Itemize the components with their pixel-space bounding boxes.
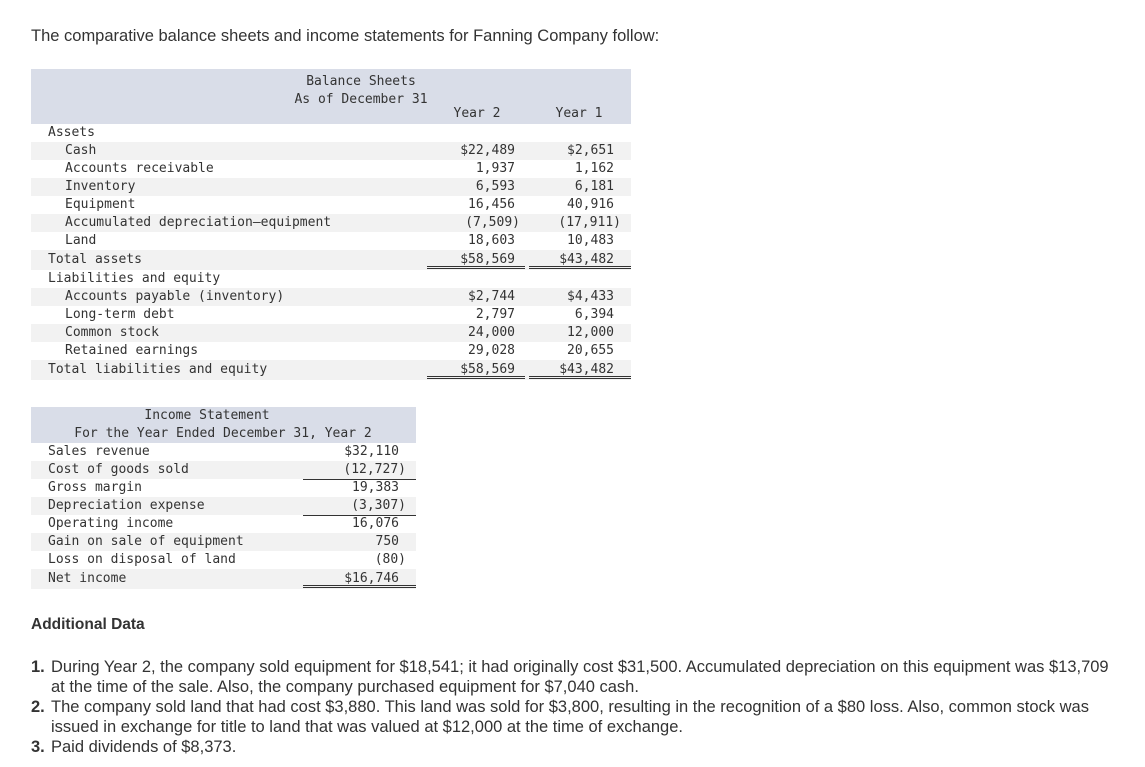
- table-row: Net income $16,746: [31, 569, 416, 589]
- liabilities-label: Liabilities and equity: [48, 271, 221, 286]
- table-row: Sales revenue $32,110: [48, 444, 399, 459]
- intro-text: The comparative balance sheets and income statements for Fanning Company follow:: [31, 27, 660, 45]
- list-item: 3. Paid dividends of $8,373.: [31, 738, 237, 756]
- table-row: Gain on sale of equipment 750: [31, 533, 416, 551]
- assets-label: Assets: [48, 125, 95, 140]
- table-row: Land 18,603 10,483: [31, 232, 631, 250]
- income-statement-header: [31, 407, 416, 443]
- table-row: Accounts receivable 1,937 1,162: [65, 161, 614, 176]
- table-row: Long-term debt 2,797 6,394: [65, 307, 614, 322]
- table-row: Loss on disposal of land (80): [31, 551, 416, 569]
- table-row: Depreciation expense (3,307): [31, 497, 416, 515]
- col-year2-header: Year 2: [453, 106, 501, 121]
- table-row: Total liabilities and equity $58,569 $43,482: [31, 360, 631, 380]
- additional-data-title: Additional Data: [31, 616, 145, 633]
- table-row: Cost of goods sold (12,727): [31, 461, 416, 479]
- list-item: 2. The company sold land that had cost $3,880. This land was sold for $3,800, resulting in the recognition of a $80 loss. Also, common stock was issued in exchange for title to land that was valued at $12,000 at the time of exchange.: [31, 698, 1089, 736]
- table-row: Cash $22,489 $2,651: [31, 142, 631, 160]
- income-statement: [31, 407, 416, 589]
- balance-sheet-title: Balance Sheets: [306, 74, 416, 89]
- income-statement-title: Income Statement: [144, 408, 270, 423]
- table-row: Inventory 6,593 6,181: [31, 178, 631, 196]
- balance-sheet-header: [31, 69, 631, 124]
- col-year1-header: Year 1: [555, 106, 603, 121]
- table-row: Operating income 16,076: [48, 516, 399, 531]
- income-statement-subtitle: For the Year Ended December 31, Year 2: [74, 426, 372, 441]
- table-row: Common stock 24,000 12,000: [31, 324, 631, 342]
- table-row: Total assets $58,569 $43,482: [31, 250, 631, 270]
- balance-sheet-subtitle: As of December 31: [294, 92, 428, 107]
- table-row: Retained earnings 29,028 20,655: [31, 342, 631, 360]
- table-row: Gross margin 19,383: [48, 480, 399, 495]
- additional-notes: [31, 657, 1111, 757]
- table-row: Accumulated depreciation—equipment (7,509) (17,911): [31, 214, 631, 232]
- table-row: Accounts payable (inventory) $2,744 $4,433: [31, 288, 631, 306]
- balance-sheet: [31, 69, 631, 380]
- list-item: 1. During Year 2, the company sold equipment for $18,541; it had originally cost $31,500. Accumulated depreciation on this equipment was $13,709 at the time of the sale. Also, the company purchased equipment for $7,040 cash.: [31, 658, 1109, 696]
- table-row: Equipment 16,456 40,916: [65, 197, 614, 212]
